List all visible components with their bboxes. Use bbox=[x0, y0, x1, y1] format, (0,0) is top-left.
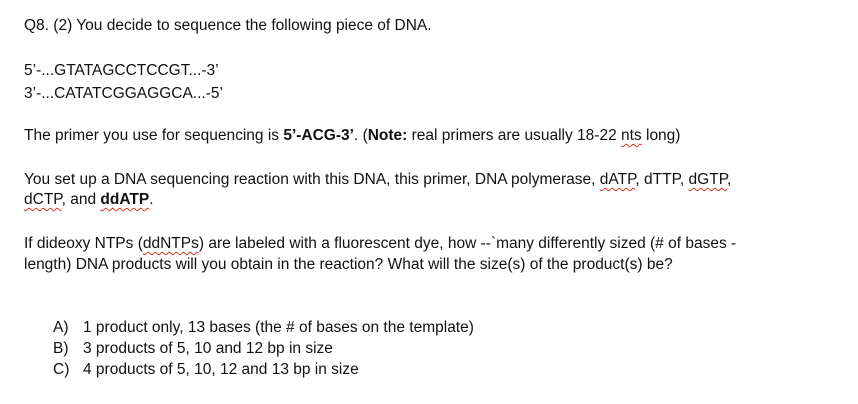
option-letter: C) bbox=[53, 361, 70, 378]
prompt-line-1 bbox=[24, 234, 736, 254]
dgtp-term: dGTP bbox=[688, 171, 728, 188]
answer-option-c[interactable] bbox=[53, 360, 359, 380]
option-text: 4 products of 5, 10, 12 and 13 bp in size bbox=[83, 361, 359, 378]
setup-period: . bbox=[149, 191, 154, 208]
note-nts: nts bbox=[621, 127, 642, 144]
setup-comma-2: , bbox=[727, 171, 732, 188]
setup-and: , and bbox=[61, 191, 101, 208]
note-label: Note: bbox=[367, 127, 408, 144]
dna-strand-bottom: 3’-...CATATCGGAGGCA...-5’ bbox=[24, 85, 223, 102]
prompt-start: If dideoxy NTPs ( bbox=[24, 235, 143, 252]
question-title: Q8. (2) You decide to sequence the following piece of DNA. bbox=[24, 17, 432, 34]
prompt-end: ) are labeled with a fluorescent dye, how --`many differently sized (# of bases - bbox=[198, 235, 737, 252]
ddatp-term: ddATP bbox=[100, 191, 150, 208]
option-letter: A) bbox=[53, 319, 69, 336]
primer-sep: . ( bbox=[353, 127, 368, 144]
dctp-term: dCTP bbox=[24, 191, 62, 208]
setup-text: You set up a DNA sequencing reaction with this DNA, this primer, DNA polymerase, bbox=[24, 171, 600, 188]
option-letter: B) bbox=[53, 340, 69, 357]
primer-sequence: 5’-ACG-3’ bbox=[283, 127, 354, 144]
primer-line bbox=[24, 126, 680, 146]
dna-strand-top: 5’-...GTATAGCCTCCGT...-3’ bbox=[24, 62, 219, 79]
note-text: real primers are usually 18-22 bbox=[407, 127, 621, 144]
primer-prefix: The primer you use for sequencing is bbox=[24, 127, 284, 144]
setup-line-1 bbox=[24, 170, 731, 190]
ddntps-term: ddNTPs bbox=[142, 235, 199, 252]
answer-option-b[interactable] bbox=[53, 339, 333, 359]
datp-term: dATP bbox=[599, 171, 636, 188]
note-end: long) bbox=[641, 127, 681, 144]
setup-comma-1: , dTTP, bbox=[635, 171, 689, 188]
option-text: 3 products of 5, 10 and 12 bp in size bbox=[83, 340, 333, 357]
option-text: 1 product only, 13 bases (the # of bases on the template) bbox=[83, 319, 474, 336]
answer-option-a[interactable] bbox=[53, 318, 474, 338]
prompt-line-2: length) DNA products will you obtain in the reaction? What will the size(s) of the product(s) be? bbox=[24, 256, 673, 273]
setup-line-2 bbox=[24, 190, 154, 210]
